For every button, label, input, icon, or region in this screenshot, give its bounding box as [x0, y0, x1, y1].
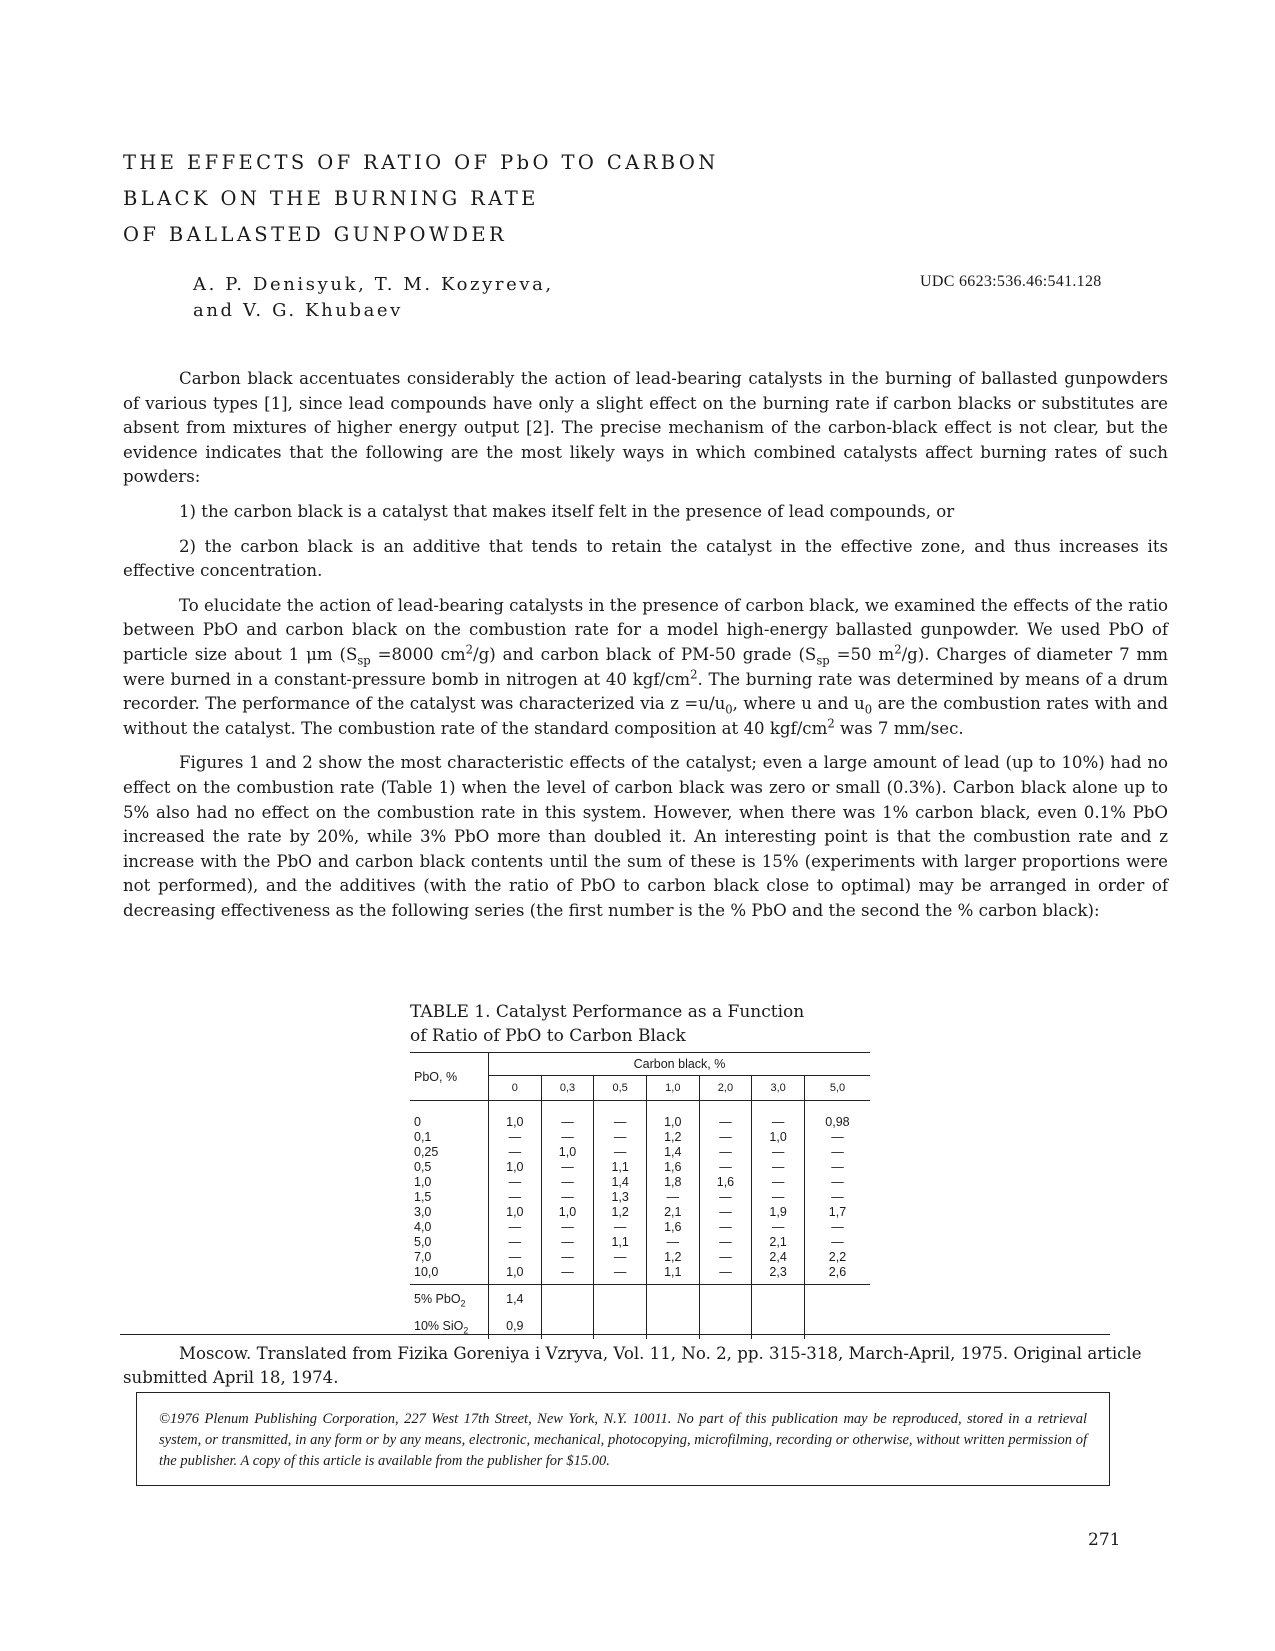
- table-cell: —: [646, 1190, 699, 1205]
- table-cell: —: [699, 1235, 752, 1250]
- table-cell: 1,0: [541, 1145, 594, 1160]
- table-cell: 1,3: [594, 1190, 647, 1205]
- table-row: [410, 1220, 870, 1235]
- table-cell: —: [489, 1130, 542, 1145]
- table-cell: [752, 1285, 805, 1313]
- table-cell: 1,6: [646, 1220, 699, 1235]
- column-header: 0: [489, 1076, 542, 1101]
- paragraph-list-item-2: 2) the carbon black is an additive that tends to retain the catalyst in the effective zone, and thus increases its effective concentration.: [123, 536, 1168, 581]
- text-run: =50 m: [829, 644, 895, 664]
- superscript: 2: [894, 642, 902, 657]
- table-cell: 2,1: [752, 1235, 805, 1250]
- table-cell: —: [594, 1101, 647, 1131]
- table-cell: 1,6: [699, 1175, 752, 1190]
- table-cell: —: [752, 1160, 805, 1175]
- authors: [193, 272, 554, 324]
- table-row: [410, 1101, 870, 1131]
- table-row: [410, 1250, 870, 1265]
- row-label: 0,1: [414, 1130, 432, 1144]
- table-cell: —: [541, 1175, 594, 1190]
- table-cell: —: [541, 1250, 594, 1265]
- authors-line: A. P. Denisyuk, T. M. Kozyreva,: [193, 274, 554, 295]
- title-line: OF BALLASTED GUNPOWDER: [123, 223, 508, 246]
- table-cell: —: [489, 1190, 542, 1205]
- superscript: 2: [827, 716, 835, 731]
- table-cell: 1,0: [541, 1205, 594, 1220]
- text-run: To elucidate the action of lead-bearing catalysts in the presence of carbon black, we examined the effects of the ratio between PbO and carbon black on the combustion rate for a model high-energy ballasted gunpowder. We used PbO of particle size about 1 μm (S: [123, 595, 1168, 664]
- table-row: [410, 1160, 870, 1175]
- paragraph-method: [123, 594, 1168, 742]
- title-line: BLACK ON THE BURNING RATE: [123, 187, 539, 210]
- text-run: are the combustion rates with and without the catalyst. The combustion rate of the standard composition at 40 kgf/cm: [123, 694, 1168, 738]
- row-label: 0: [414, 1115, 421, 1129]
- subscript: 0: [725, 702, 733, 717]
- column-header: 1,0: [646, 1076, 699, 1101]
- table-cell: —: [594, 1250, 647, 1265]
- table-cell: —: [699, 1130, 752, 1145]
- table-cell: —: [646, 1235, 699, 1250]
- column-header: 3,0: [752, 1076, 805, 1101]
- table-cell: —: [699, 1160, 752, 1175]
- table-cell: —: [541, 1101, 594, 1131]
- table-cell: —: [699, 1265, 752, 1285]
- translation-note-text: Moscow. Translated from Fizika Goreniya i Vzryva, Vol. 11, No. 2, pp. 315-318, March-April, 1975. Original article submitted April 18, 1974.: [123, 1344, 1142, 1387]
- copyright-box: [136, 1392, 1110, 1486]
- table-row-extra: [410, 1285, 870, 1313]
- table-cell: 1,4: [594, 1175, 647, 1190]
- table-cell: —: [541, 1160, 594, 1175]
- table-cell: 1,0: [646, 1101, 699, 1131]
- udc-code: UDC 6623:536.46:541.128: [920, 273, 1102, 290]
- column-header: 0,5: [594, 1076, 647, 1101]
- subscript: sp: [816, 653, 830, 668]
- table-cell: —: [752, 1101, 805, 1131]
- text-run: =8000 cm: [370, 644, 466, 664]
- subscript: sp: [357, 653, 371, 668]
- table-cell: 1,4: [646, 1145, 699, 1160]
- page-number: 271: [1088, 1530, 1121, 1550]
- paragraph-list-item-1: 1) the carbon black is a catalyst that makes itself felt in the presence of lead compounds, or: [179, 501, 955, 521]
- article-title: [123, 145, 719, 253]
- table-cell: 1,1: [646, 1265, 699, 1285]
- subscript: 2: [463, 1325, 469, 1335]
- table-cell: 0,98: [804, 1101, 870, 1131]
- column-header: 2,0: [699, 1076, 752, 1101]
- table-cell: —: [594, 1145, 647, 1160]
- row-label: 7,0: [414, 1250, 432, 1264]
- table-cell: —: [594, 1265, 647, 1285]
- article-body: [123, 367, 1168, 933]
- table-cell: 1,7: [804, 1205, 870, 1220]
- table-cell: —: [699, 1145, 752, 1160]
- table-cell: 0,9: [489, 1312, 542, 1339]
- table-cell: 1,0: [489, 1160, 542, 1175]
- row-label: 4,0: [414, 1220, 432, 1234]
- table-cell: —: [699, 1190, 752, 1205]
- table-cell: —: [541, 1235, 594, 1250]
- copyright-text: ©1976 Plenum Publishing Corporation, 227 West 17th Street, New York, N.Y. 10011. No part of this publication may be reproduced, stored in a retrieval system, or transmitted, in any form or by any means, electronic, mechanical, photocopying, microfilming, recording or otherwise, without written permission of the publisher. A copy of this article is available from the publisher for $15.00.: [159, 1411, 1087, 1469]
- table-cell: —: [752, 1145, 805, 1160]
- row-label: 3,0: [414, 1205, 432, 1219]
- row-label: 0,25: [414, 1145, 439, 1159]
- catalyst-performance-table: [410, 1052, 870, 1339]
- table-cell: [594, 1285, 647, 1313]
- table-cell: 1,6: [646, 1160, 699, 1175]
- row-label: 0,5: [414, 1160, 432, 1174]
- caption-line: of Ratio of PbO to Carbon Black: [410, 1026, 686, 1046]
- table-row: [410, 1205, 870, 1220]
- table-cell: [541, 1285, 594, 1313]
- table-cell: —: [752, 1220, 805, 1235]
- table-cell: 2,6: [804, 1265, 870, 1285]
- table-cell: [646, 1285, 699, 1313]
- text-run: /g). Charges of diameter 7 mm were burned in a constant-pressure bomb in nitrogen at 40 kgf/cm: [123, 644, 1168, 689]
- table-cell: —: [804, 1145, 870, 1160]
- subscript: 2: [460, 1298, 466, 1308]
- row-label: 1,0: [414, 1175, 432, 1189]
- text-run: , where u and u: [732, 694, 865, 714]
- table-cell: 2,4: [752, 1250, 805, 1265]
- table-cell: 2,3: [752, 1265, 805, 1285]
- table-cell: —: [804, 1190, 870, 1205]
- translation-note: [123, 1342, 1168, 1390]
- table-cell: 1,0: [489, 1101, 542, 1131]
- column-header: 5,0: [804, 1076, 870, 1101]
- table-cell: —: [699, 1205, 752, 1220]
- row-label-text: 10% SiO: [414, 1318, 464, 1333]
- table-cell: 1,0: [489, 1205, 542, 1220]
- title-line: THE EFFECTS OF RATIO OF PbO TO CARBON: [123, 151, 719, 174]
- table-caption: [410, 1000, 804, 1048]
- table-row: [410, 1145, 870, 1160]
- table-row: [410, 1130, 870, 1145]
- table-cell: —: [752, 1175, 805, 1190]
- table-cell: —: [489, 1145, 542, 1160]
- table-cell: 1,2: [594, 1205, 647, 1220]
- footnote-rule: [120, 1334, 1110, 1335]
- table-cell: —: [804, 1220, 870, 1235]
- table-cell: 2,1: [646, 1205, 699, 1220]
- table-cell: —: [489, 1175, 542, 1190]
- table-cell: 1,0: [752, 1130, 805, 1145]
- table-row: [410, 1190, 870, 1205]
- table-cell: —: [804, 1130, 870, 1145]
- row-label: 5,0: [414, 1235, 432, 1249]
- table-cell: —: [489, 1250, 542, 1265]
- table-cell: —: [752, 1190, 805, 1205]
- table-cell: —: [699, 1101, 752, 1131]
- table-cell: —: [594, 1130, 647, 1145]
- table-cell: [699, 1285, 752, 1313]
- superscript: 2: [465, 642, 474, 657]
- row-label: 10,0: [410, 1265, 489, 1285]
- table-cell: 1,2: [646, 1250, 699, 1265]
- table-cell: —: [541, 1265, 594, 1285]
- table-cell: 1,1: [594, 1235, 647, 1250]
- table-cell: 1,1: [594, 1160, 647, 1175]
- column-group-header: Carbon black, %: [489, 1053, 871, 1076]
- paragraph-intro: Carbon black accentuates considerably the action of lead-bearing catalysts in the burning of ballasted gunpowders of various types [1], since lead compounds have only a slight effect on the burning rate if carbon blacks or substitutes are absent from mixtures of higher energy output [2]. The precise mechanism of the carbon-black effect is not clear, but the evidence indicates that the following are the most likely ways in which combined catalysts affect burning rates of such powders:: [123, 369, 1168, 487]
- row-label: [410, 1285, 489, 1313]
- table-cell: —: [541, 1190, 594, 1205]
- column-header: 0,3: [541, 1076, 594, 1101]
- table-cell: —: [541, 1220, 594, 1235]
- text-run: . The burning rate was determined by means of a drum recorder. The performance of the catalyst was characterized via z =u/u: [123, 669, 1168, 714]
- table-cell: 2,2: [804, 1250, 870, 1265]
- table-cell: [804, 1285, 870, 1313]
- table-cell: 1,0: [489, 1265, 542, 1285]
- table-cell: 1,8: [646, 1175, 699, 1190]
- authors-line: and V. G. Khubaev: [193, 300, 403, 321]
- table-cell: 1,9: [752, 1205, 805, 1220]
- table-row: [410, 1265, 870, 1285]
- text-run: was 7 mm/sec.: [834, 718, 964, 738]
- table-cell: —: [804, 1175, 870, 1190]
- table-cell: —: [489, 1220, 542, 1235]
- table-cell: —: [804, 1160, 870, 1175]
- table-cell: —: [699, 1220, 752, 1235]
- table-cell: —: [699, 1250, 752, 1265]
- subscript: 0: [864, 702, 873, 717]
- table-cell: —: [489, 1235, 542, 1250]
- table-cell: —: [804, 1235, 870, 1250]
- table-cell: —: [594, 1220, 647, 1235]
- row-label-text: 5% PbO: [414, 1291, 461, 1306]
- paragraph-results: Figures 1 and 2 show the most characteristic effects of the catalyst; even a large amount of lead (up to 10%) had no effect on the combustion rate (Table 1) when the level of carbon black was zero or small (0.3%). Carbon black alone up to 5% also had no effect on the combustion rate in this system. However, when there was 1% carbon black, even 0.1% PbO increased the rate by 20%, while 3% PbO more than doubled it. An interesting point is that the combustion rate and z increase with the PbO and carbon black contents until the sum of these is 15% (experiments with larger proportions were not performed), and the additives (with the ratio of PbO to carbon black close to optimal) may be arranged in order of decreasing effectiveness as the following series (the first number is the % PbO and the second the % carbon black):: [123, 753, 1168, 920]
- superscript: 2: [690, 667, 698, 681]
- row-label: 1,5: [414, 1190, 432, 1204]
- table-cell: 1,4: [489, 1285, 542, 1313]
- text-run: /g) and carbon black of PM-50 grade (S: [473, 644, 817, 664]
- caption-line: TABLE 1. Catalyst Performance as a Function: [410, 1002, 805, 1022]
- table-cell: —: [541, 1130, 594, 1145]
- row-header: PbO, %: [410, 1053, 489, 1101]
- table-row: [410, 1235, 870, 1250]
- table-row: [410, 1175, 870, 1190]
- table-cell: 1,2: [646, 1130, 699, 1145]
